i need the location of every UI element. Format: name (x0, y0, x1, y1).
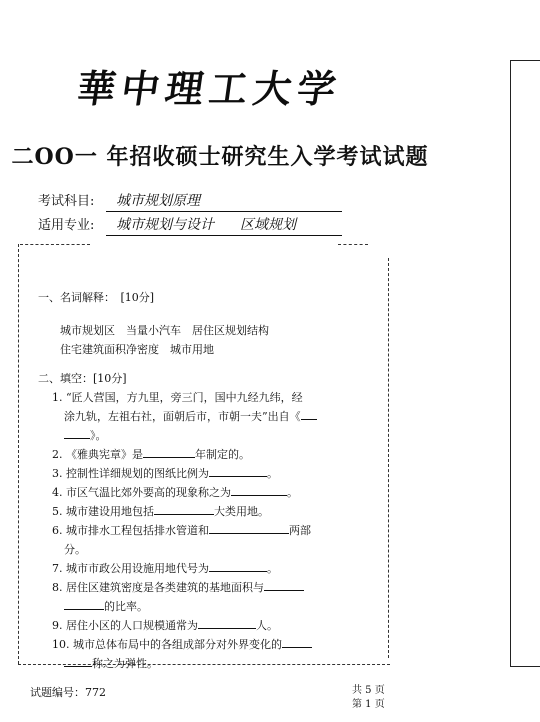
page-number: 第 1 页 (352, 699, 385, 710)
major-value-1: 城市规划与设计 (116, 217, 214, 233)
question-7: 7. 城市市政公用设施用地代号为 。 (52, 559, 358, 578)
question-body: 一、名词解释： [10分] 城市规划区 当量小汽车 居住区规划结构 住宅建筑面积净密度 城市用地 二、填空：[10分] 1. “匠人营国，方九里，旁三门，国中九经九纬，经 涂九轨，左祖右社，面朝后市，市朝一夫”出自《 》。 2. 《雅典宪章》是 年制定的。 3. 控制性详细规划的图纸比例为 。 4. 市区气温比郊外要高的现象称之为 。 5. 城市建设用地包括 大类用地。 6. 城市排水工程包括排水管道和 两部 分。 7. 城市市政公用设施用地代号为 。 8. 居住区建筑密度是各类建筑的基地面积与 的比率。 9. 居住小区的人口规模通常为 人。 10. 城市总体布局中的各组成部分对外界变化的 称之为弹性。 (38, 288, 358, 673)
blank (64, 597, 104, 610)
page-counter (352, 684, 385, 712)
question-1: 1. “匠人营国，方九里，旁三门，国中九经九纬，经 (52, 391, 303, 404)
subject-label: 考试科目: (38, 194, 95, 209)
major-value (106, 214, 342, 236)
frame-left (18, 244, 19, 664)
blank (282, 635, 312, 648)
major-row (38, 214, 342, 236)
blank (209, 521, 289, 534)
blank (64, 426, 90, 439)
question-2: 2. 《雅典宪章》是 年制定的。 (52, 445, 358, 464)
frame-top-right (338, 244, 368, 245)
blank (154, 502, 214, 515)
question-4: 4. 市区气温比郊外要高的现象称之为 。 (52, 483, 358, 502)
blank (198, 616, 256, 629)
terms-line2: 住宅建筑面积净密度 城市用地 (60, 343, 214, 356)
question-6: 6. 城市排水工程包括排水管道和 两部 (52, 521, 358, 540)
blank (301, 407, 317, 420)
question-5: 5. 城市建设用地包括 大类用地。 (52, 502, 358, 521)
blank (209, 559, 267, 572)
blank (64, 654, 92, 667)
university-logo: 華中理工大学 (74, 66, 345, 111)
terms-line1: 城市规划区 当量小汽车 居住区规划结构 (60, 324, 269, 337)
major-label: 适用专业: (38, 218, 95, 233)
blank (143, 445, 195, 458)
blank (264, 578, 304, 591)
question-10: 10. 城市总体布局中的各组成部分对外界变化的 (52, 635, 358, 654)
section1-heading: 一、名词解释： [10分] (38, 291, 155, 304)
adjacent-page-edge (510, 60, 540, 667)
subject-row (38, 190, 342, 212)
section2-heading: 二、填空：[10分] (38, 372, 127, 385)
section1-terms (60, 321, 358, 359)
frame-right (388, 258, 389, 658)
exam-code: 试题编号：772 (30, 686, 106, 699)
exam-title: 二OO一 年招收硕士研究生入学考试试题 (11, 144, 429, 170)
subject-value: 城市规划原理 (106, 190, 342, 212)
question-9: 9. 居住小区的人口规模通常为 人。 (52, 616, 358, 635)
frame-top-left (20, 244, 90, 245)
blank (231, 483, 287, 496)
total-pages: 共 5 页 (352, 685, 385, 696)
question-3: 3. 控制性详细规划的图纸比例为 。 (52, 464, 358, 483)
blank (209, 464, 267, 477)
question-8: 8. 居住区建筑密度是各类建筑的基地面积与 (52, 578, 358, 597)
major-value-2: 区域规划 (240, 217, 296, 233)
